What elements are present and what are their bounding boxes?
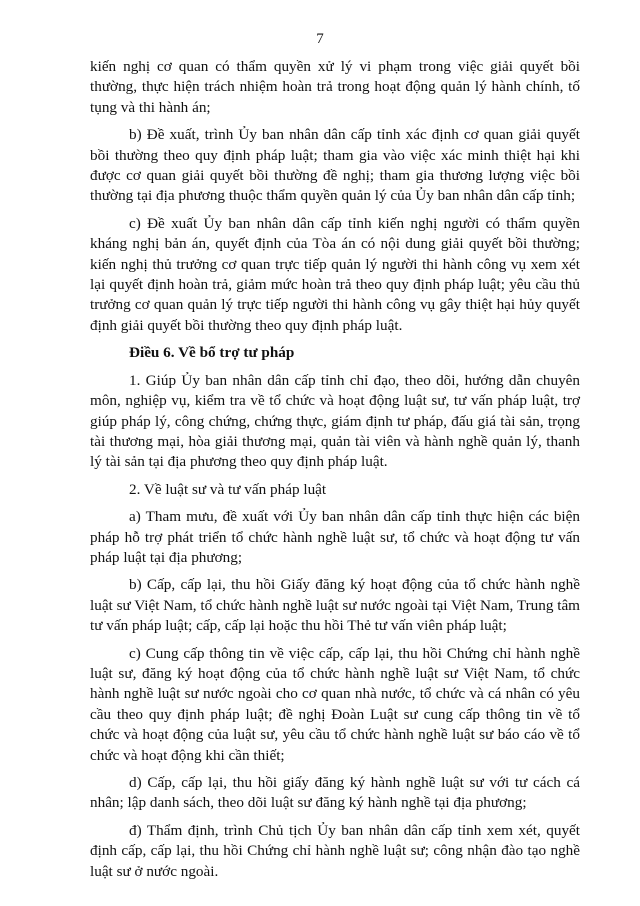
paragraph-clause-2c: c) Cung cấp thông tin về việc cấp, cấp lại, thu hồi Chứng chỉ hành nghề luật sư, đăng ký hoạt động của tổ chức hành nghề luật sư Việt Nam, tổ chức hành nghề luật sư nước ngoài cho cơ quan nhà nước, tổ chức và cá nhân có yêu cầu theo quy định pháp luật; đề nghị Đoàn Luật sư cung cấp thông tin về tổ chức và hoạt động của luật sư, yêu cầu tổ chức hành nghề luật sư báo cáo về tổ chức và hoạt động khi cần thiết; bbox=[90, 644, 580, 764]
article-6-heading: Điều 6. Về bổ trợ tư pháp bbox=[129, 344, 295, 362]
paragraph-item-c: c) Đề xuất Ủy ban nhân dân cấp tỉnh kiến nghị người có thẩm quyền kháng nghị bản án, quyết định của Tòa án có nội dung giải quyết bồi thường; kiến nghị thủ trưởng cơ quan trực tiếp quản lý người thi hành công vụ xem xét lại quyết định hoàn trả, giảm mức hoàn trả theo quy định pháp luật; yêu cầu thủ trưởng cơ quan quản lý trực tiếp người thi hành công vụ gây thiệt hại hủy quyết định giải quyết bồi thường theo quy định pháp luật. bbox=[90, 214, 580, 334]
paragraph-clause-2b: b) Cấp, cấp lại, thu hồi Giấy đăng ký hoạt động của tổ chức hành nghề luật sư Việt Nam, tổ chức hành nghề luật sư nước ngoài tại Việt Nam, Trung tâm tư vấn pháp luật; cấp, cấp lại hoặc thu hồi Thẻ tư vấn viên pháp luật; bbox=[90, 576, 580, 635]
paragraph-clause-1: 1. Giúp Ủy ban nhân dân cấp tỉnh chỉ đạo, theo dõi, hướng dẫn chuyên môn, nghiệp vụ, kiểm tra về tổ chức và hoạt động luật sư, tư vấn pháp luật, trợ giúp pháp lý, công chứng, chứng thực, giám định tư pháp, đấu giá tài sản, trọng tài thương mại, hòa giải thương mại, quản tài viên và hành nghề quản lý, thanh lý tài sản tại địa phương theo quy định pháp luật. bbox=[90, 371, 580, 471]
paragraph-clause-2a: a) Tham mưu, đề xuất với Ủy ban nhân dân cấp tỉnh thực hiện các biện pháp hỗ trợ phát triển tổ chức hành nghề luật sư, tổ chức và hoạt động tư vấn pháp luật tại địa phương; bbox=[90, 508, 580, 566]
paragraph-clause-2d: d) Cấp, cấp lại, thu hồi giấy đăng ký hành nghề luật sư với tư cách cá nhân; lập danh sách, theo dõi luật sư đăng ký hành nghề tại địa phương; bbox=[90, 774, 580, 812]
document-body bbox=[90, 57, 580, 889]
paragraph-continuation: kiến nghị cơ quan có thẩm quyền xử lý vi phạm trong việc giải quyết bồi thường, thực hiện trách nhiệm hoàn trả trong hoạt động quản lý hành chính, tố tụng và thi hành án; bbox=[90, 58, 580, 116]
paragraph-clause-2dd: đ) Thẩm định, trình Chủ tịch Ủy ban nhân dân cấp tỉnh xem xét, quyết định cấp, cấp lại, thu hồi Chứng chỉ hành nghề luật sư; công nhận đào tạo nghề luật sư ở nước ngoài. bbox=[90, 821, 580, 880]
paragraph-item-b: b) Đề xuất, trình Ủy ban nhân dân cấp tỉnh xác định cơ quan giải quyết bồi thường theo quy định pháp luật; tham gia vào việc xác minh thiệt hại khi được cơ quan giải quyết bồi thường đề nghị; tham gia thương lượng việc bồi thường tại địa phương thuộc thẩm quyền quản lý của Ủy ban nhân dân cấp tỉnh; bbox=[90, 126, 580, 205]
paragraph-clause-2: 2. Về luật sư và tư vấn pháp luật bbox=[129, 480, 327, 498]
page-number: 7 bbox=[316, 31, 324, 47]
